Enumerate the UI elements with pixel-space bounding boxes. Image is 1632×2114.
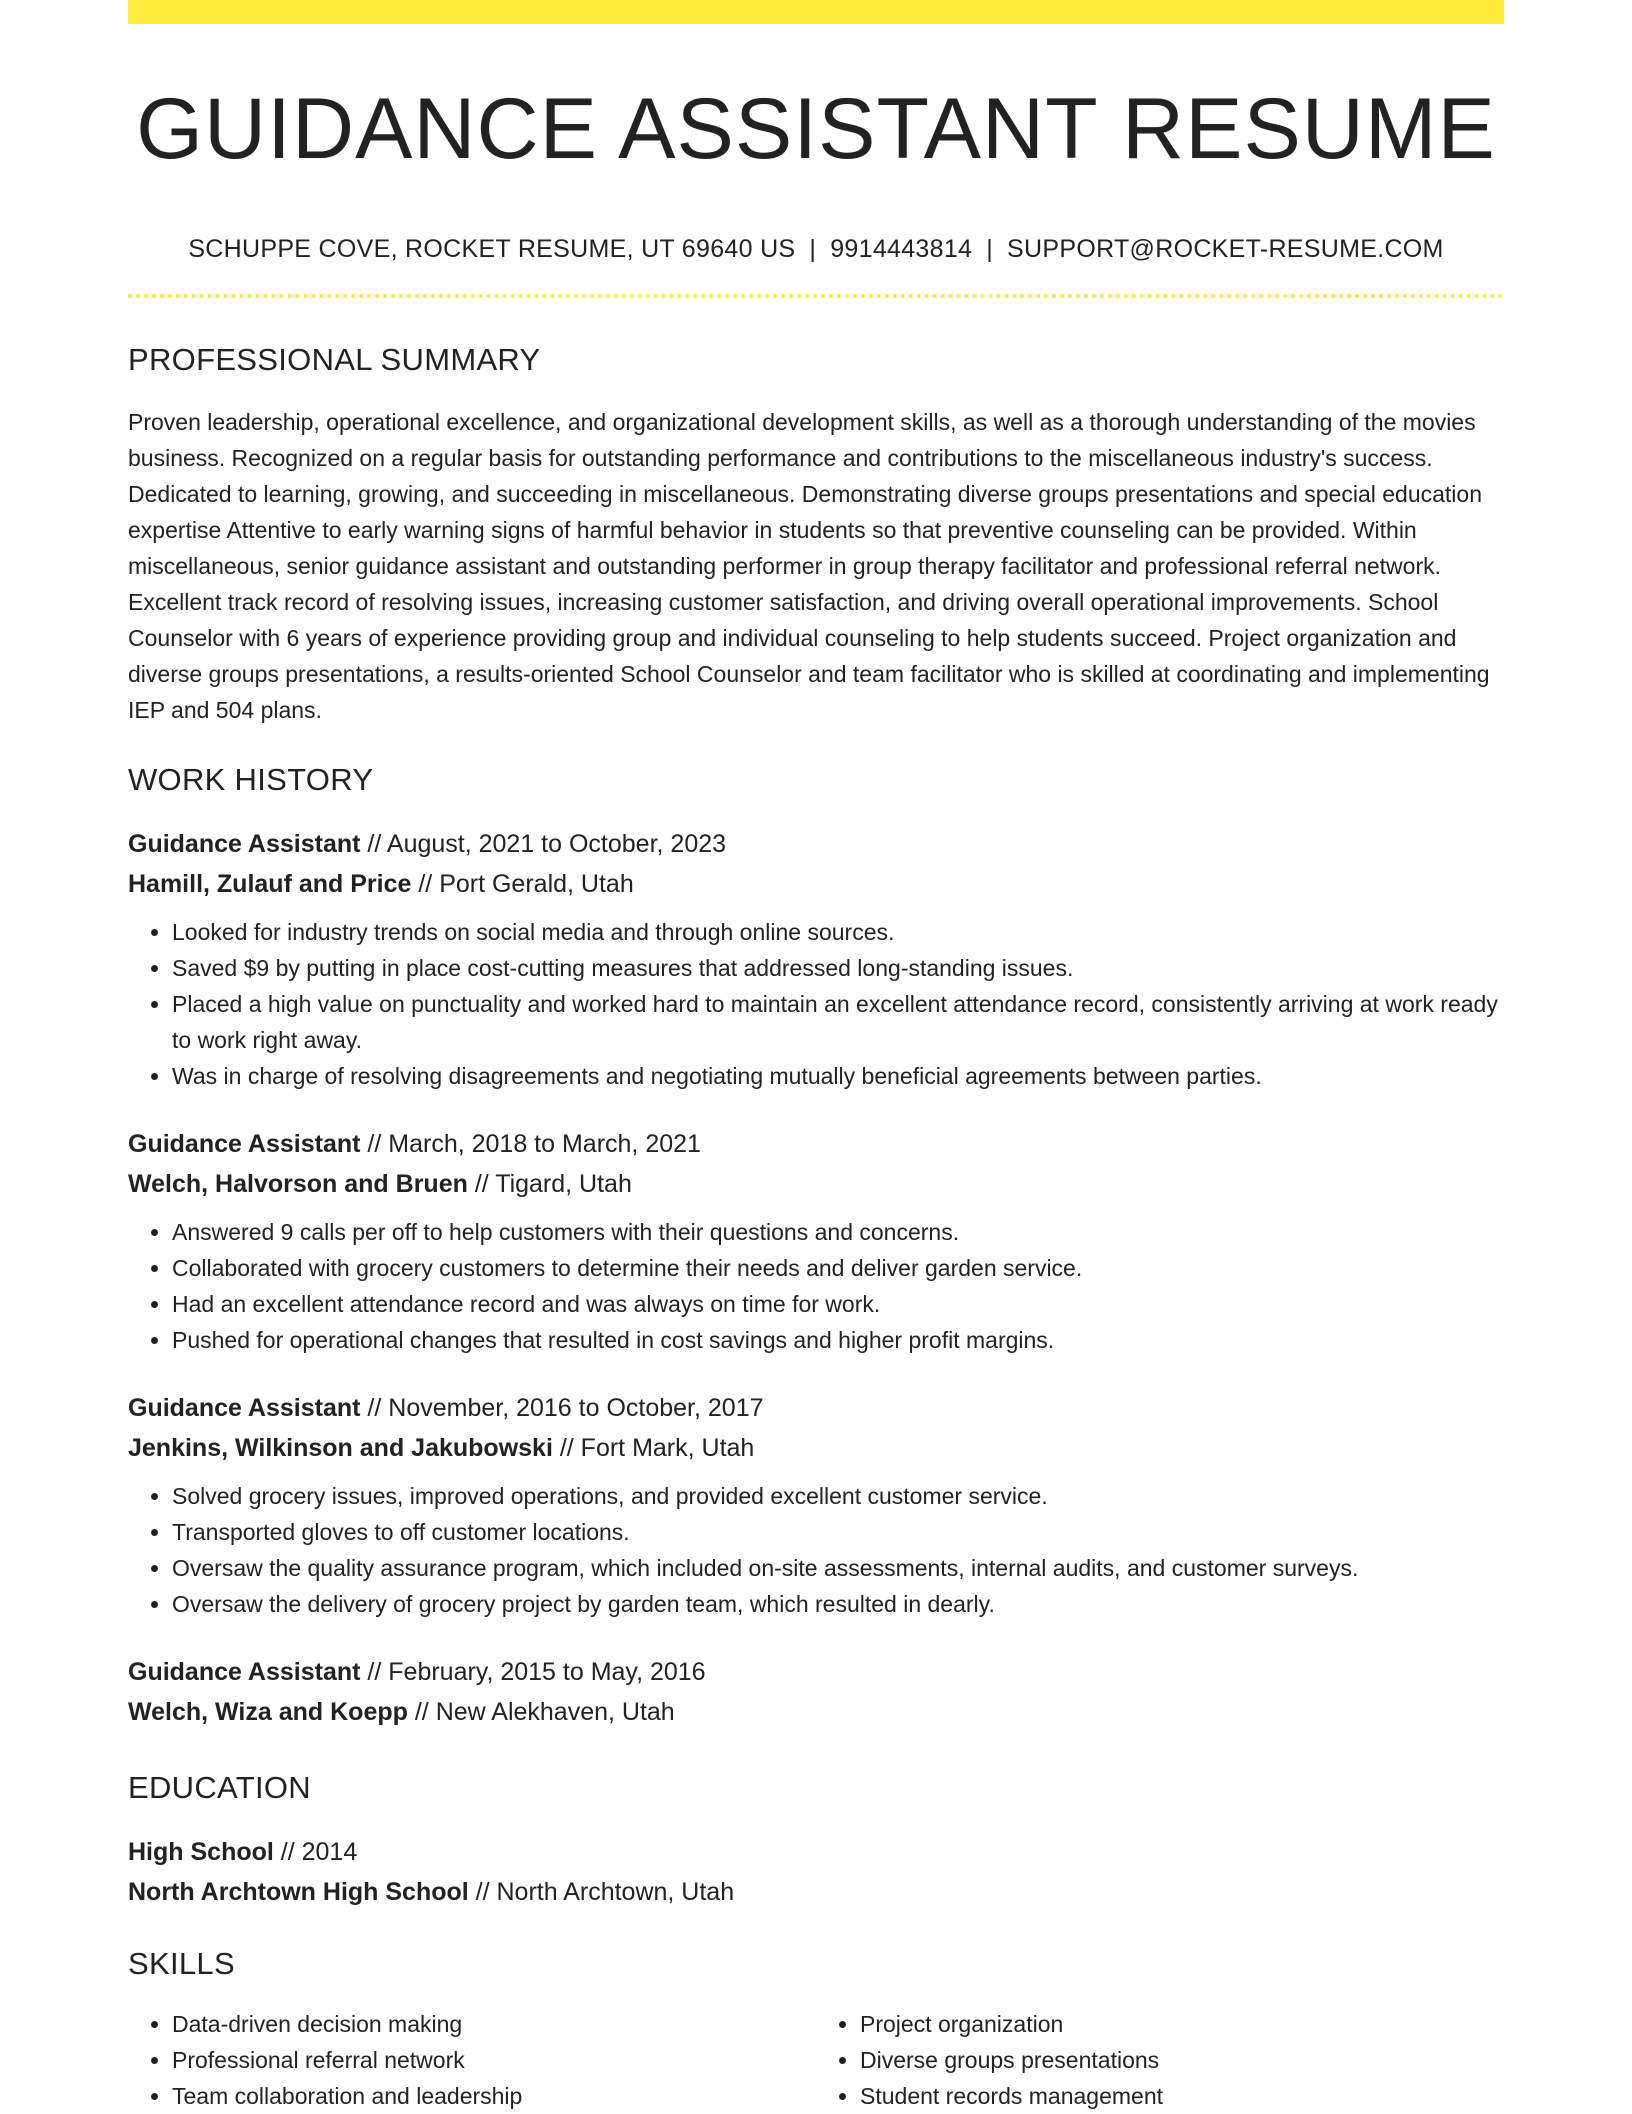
resume-page [128,0,1504,2114]
skills-heading: SKILLS [128,1945,235,1981]
job-title-line [128,1652,1504,1692]
skill-item: • Data-driven decision making [172,2006,816,2042]
job-bullet: • Saved $9 by putting in place cost-cutting measures that addressed long-standing issues. [172,950,1504,986]
education-entry [128,1832,1504,1912]
job-bullet: • Solved grocery issues, improved operations, and provided excellent customer service. [172,1478,1504,1514]
skills-columns [128,2006,1504,2114]
dotted-divider [128,294,1504,298]
job-bullet: • Collaborated with grocery customers to determine their needs and deliver garden service. [172,1250,1504,1286]
job-bullet: • Oversaw the delivery of grocery project by garden team, which resulted in dearly. [172,1586,1504,1622]
education-school-line [128,1872,1504,1912]
job-dates: // August, 2021 to October, 2023 [360,829,727,858]
job-bullets [128,1214,1504,1358]
job-title: Guidance Assistant [128,1129,361,1158]
skills-left-list [128,2006,816,2114]
job-company-line [128,1164,1504,1204]
education-heading: EDUCATION [128,1769,311,1805]
job-title-line [128,1388,1504,1428]
skill-item: • Team collaboration and leadership [172,2078,816,2114]
job-company: Hamill, Zulauf and Price [128,869,412,898]
education-school: North Archtown High School [128,1877,469,1906]
job-dates: // March, 2018 to March, 2021 [360,1129,701,1158]
contact-phone: 9914443814 [830,234,973,263]
job-entry [128,1388,1504,1622]
education-year: // 2014 [273,1837,358,1866]
job-bullets [128,914,1504,1094]
job-company: Welch, Wiza and Koepp [128,1697,408,1726]
contact-separator: | [986,234,994,263]
job-title: Guidance Assistant [128,1657,361,1686]
resume-title: GUIDANCE ASSISTANT RESUME [136,81,1496,177]
job-entry [128,824,1504,1094]
accent-top-bar [128,0,1504,24]
job-title: Guidance Assistant [128,1393,361,1422]
work-history-heading: WORK HISTORY [128,761,374,797]
job-company-line [128,864,1504,904]
job-company: Jenkins, Wilkinson and Jakubowski [128,1433,553,1462]
contact-address: SCHUPPE COVE, ROCKET RESUME, UT 69640 US [188,234,796,263]
job-location: // New Alekhaven, Utah [407,1697,675,1726]
skill-item: • Project organization [860,2006,1504,2042]
job-bullet: • Looked for industry trends on social media and through online sources. [172,914,1504,950]
contact-email: SUPPORT@ROCKET-RESUME.COM [1007,234,1444,263]
education-degree: High School [128,1837,274,1866]
job-bullet: • Placed a high value on punctuality and worked hard to maintain an excellent attendance record, consistently arriving at work ready to work right away. [172,986,1504,1058]
summary-text: Proven leadership, operational excellence, and organizational development skills, as well as a thorough understanding of the movies business. Recognized on a regular basis for outstanding performance and contributions to the miscellaneous industry's success. Dedicated to learning, growing, and succeeding in miscellaneous. Demonstrating diverse groups presentations and special education expertise Attentive to early warning signs of harmful behavior in students so that preventive counseling can be provided. Within miscellaneous, senior guidance assistant and outstanding performer in group therapy facilitator and professional referral network. Excellent track record of resolving issues, increasing customer satisfaction, and driving overall operational improvements. School Counselor with 6 years of experience providing group and individual counseling to help students succeed. Project organization and diverse groups presentations, a results-oriented School Counselor and team facilitator who is skilled at coordinating and implementing IEP and 504 plans. [128,408,1490,723]
job-company: Welch, Halvorson and Bruen [128,1169,468,1198]
job-bullet: • Had an excellent attendance record and was always on time for work. [172,1286,1504,1322]
job-location: // Fort Mark, Utah [552,1433,755,1462]
job-entry [128,1124,1504,1358]
summary-heading: PROFESSIONAL SUMMARY [128,341,541,377]
job-bullet: • Was in charge of resolving disagreements and negotiating mutually beneficial agreements between parties. [172,1058,1504,1094]
education-location: // North Archtown, Utah [468,1877,735,1906]
job-company-line [128,1692,1504,1732]
contact-separator: | [809,234,817,263]
job-entry [128,1652,1504,1732]
job-bullet: • Transported gloves to off customer locations. [172,1514,1504,1550]
job-bullet: • Answered 9 calls per off to help customers with their questions and concerns. [172,1214,1504,1250]
education-degree-line [128,1832,1504,1872]
job-title: Guidance Assistant [128,829,361,858]
job-location: // Tigard, Utah [467,1169,632,1198]
job-location: // Port Gerald, Utah [411,869,634,898]
job-title-line [128,824,1504,864]
job-dates: // November, 2016 to October, 2017 [360,1393,764,1422]
job-bullet: • Pushed for operational changes that resulted in cost savings and higher profit margins. [172,1322,1504,1358]
job-dates: // February, 2015 to May, 2016 [360,1657,706,1686]
skills-right-list [816,2006,1504,2114]
contact-line [128,235,1504,264]
job-bullets [128,1478,1504,1622]
job-bullet: • Oversaw the quality assurance program, which included on-site assessments, internal audits, and customer surveys. [172,1550,1504,1586]
skill-item: • Student records management [860,2078,1504,2114]
skill-item: • Diverse groups presentations [860,2042,1504,2078]
skill-item: • Professional referral network [172,2042,816,2078]
job-title-line [128,1124,1504,1164]
work-history-list [128,824,1504,1732]
job-company-line [128,1428,1504,1468]
